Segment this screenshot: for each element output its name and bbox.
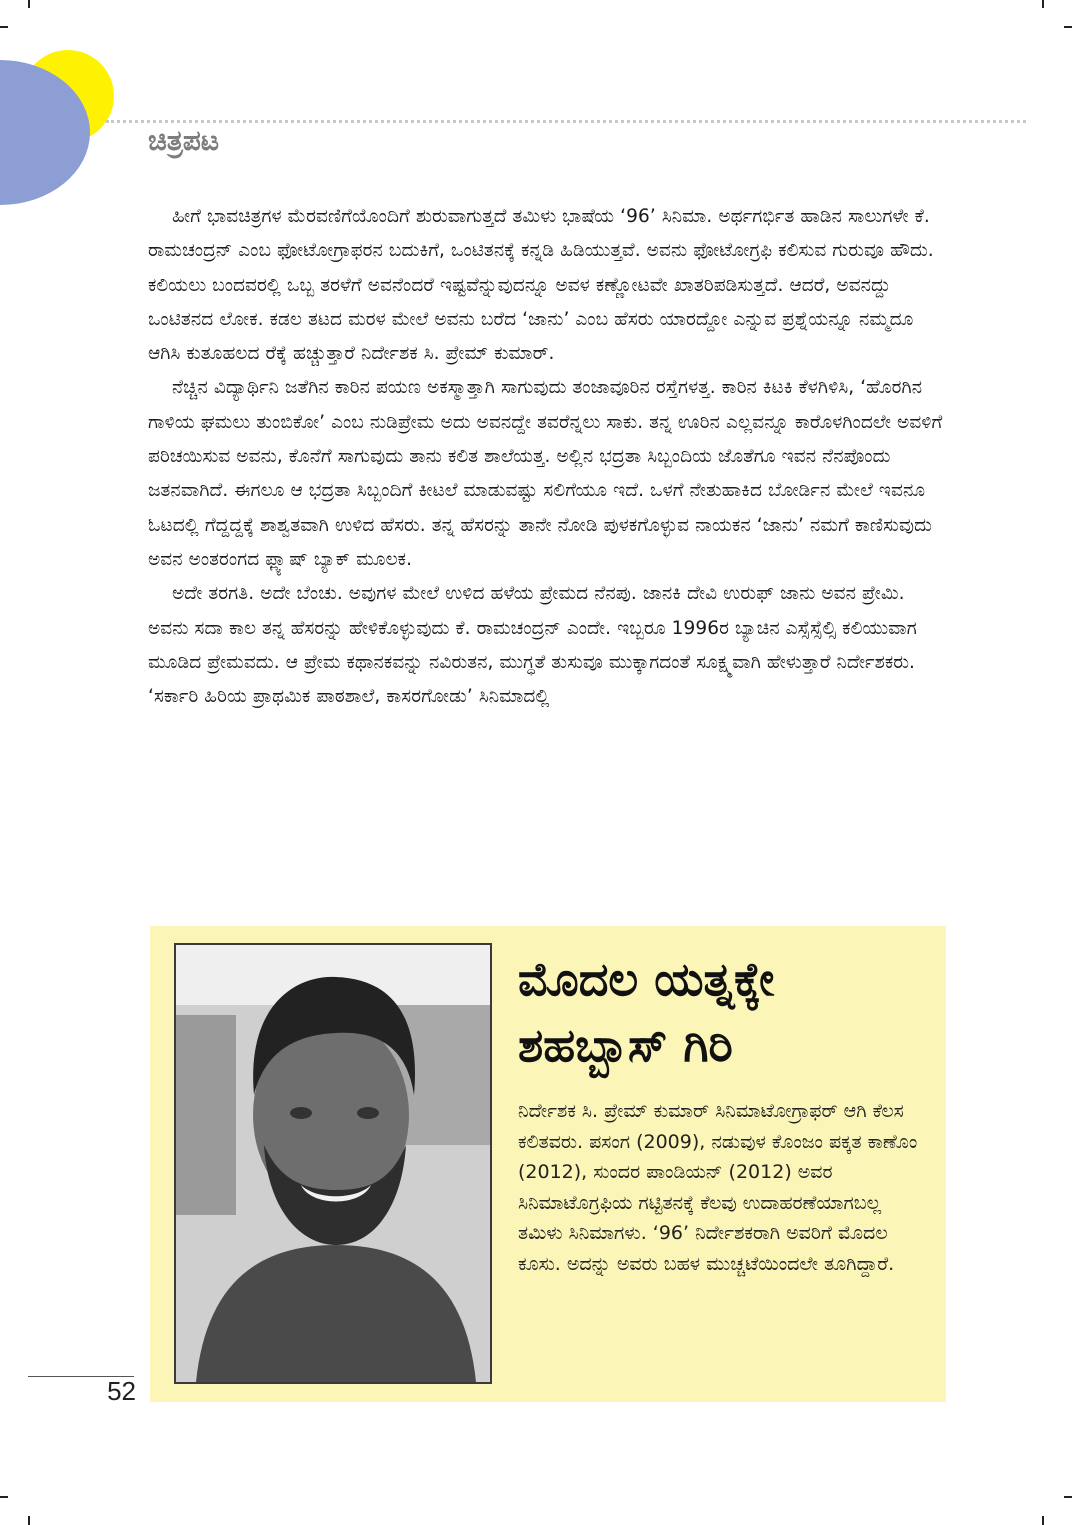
page-number: 52 <box>107 1376 136 1406</box>
box-title <box>518 946 774 1078</box>
crop-mark <box>1042 0 1044 8</box>
box-title-line: ಶಹಬ್ಬಾಸ್ ಗಿರಿ <box>518 1018 733 1072</box>
crop-mark <box>0 1496 8 1498</box>
article-paragraph: ನೆಚ್ಚಿನ ವಿದ್ಯಾರ್ಥಿನಿ ಜತೆಗಿನ ಕಾರಿನ ಪಯಣ ಅಕಸ್ಮಾತ್ತಾಗಿ ಸಾಗುವುದು ತಂಜಾವೂರಿನ ರಸ್ತೆಗಳತ್ತ. ಕಾರಿನ ಕಿಟಕಿ ಕೆಳಗಿಳಿಸಿ, ‘ಹೊರಗಿನ ಗಾಳಿಯ ಘಮಲು ತುಂಬಿಕೋ’ ಎಂಬ ನುಡಿಪ್ರೇಮ ಅದು ಅವನದ್ದೇ ತವರೆನ್ನಲು ಸಾಕು. ತನ್ನ ಊರಿನ ಎಲ್ಲವನ್ನೂ ಕಾರೊಳಗಿಂದಲೇ ಅವಳಿಗೆ ಪರಿಚಯಿಸುವ ಅವನು, ಕೊನೆಗೆ ಸಾಗುವುದು ತಾನು ಕಲಿತ ಶಾಲೆಯತ್ತ. ಅಲ್ಲಿನ ಭದ್ರತಾ ಸಿಬ್ಬಂದಿಯ ಜೊತೆಗೂ ಇವನ ನೆನಪೊಂದು ಜತನವಾಗಿದೆ. ಈಗಲೂ ಆ ಭದ್ರತಾ ಸಿಬ್ಬಂದಿಗೆ ಕೀಟಲೆ ಮಾಡುವಷ್ಟು ಸಲಿಗೆಯೂ ಇದೆ. ಒಳಗೆ ನೇತುಹಾಕಿದ ಬೋರ್ಡಿನ ಮೇಲೆ ಇವನೂ ಓಟದಲ್ಲಿ ಗೆದ್ದದ್ದಕ್ಕೆ ಶಾಶ್ವತವಾಗಿ ಉಳಿದ ಹೆಸರು. ತನ್ನ ಹೆಸರನ್ನು ತಾನೇ ನೋಡಿ ಪುಳಕಗೊಳ್ಳುವ ನಾಯಕನ ‘ಜಾನು’ ನಮಗೆ ಕಾಣಿಸುವುದು ಅವನ ಅಂತರಂಗದ ಫ್ಲ್ಯಾಷ್ ಬ್ಯಾಕ್ ಮೂಲಕ. <box>148 377 943 570</box>
crop-mark <box>0 26 8 28</box>
box-body-text: ನಿರ್ದೇಶಕ ಸಿ. ಪ್ರೇಮ್ ಕುಮಾರ್ ಸಿನಿಮಾಟೋಗ್ರಾಫರ್ ಆಗಿ ಕೆಲಸ ಕಲಿತವರು. ಪಸಂಗ (2009), ನಡುವುಳ ಕೊಂಜಂ ಪಕ್ಕತ ಕಾಣೊಂ (2012), ಸುಂದರ ಪಾಂಡಿಯನ್ (2012) ಅವರ ಸಿನಿಮಾಟೊಗ್ರಫಿಯ ಗಟ್ಟಿತನಕ್ಕೆ ಕೆಲವು ಉದಾಹರಣೆಯಾಗಬಲ್ಲ ತಮಿಳು ಸಿನಿಮಾಗಳು. ‘96’ ನಿರ್ದೇಶಕರಾಗಿ ಅವರಿಗೆ ಮೊದಲ ಕೂಸು. ಅದನ್ನು ಅವರು ಬಹಳ ಮುಚ್ಚಟೆಯಿಂದಲೇ ತೂಗಿದ್ದಾರೆ. <box>518 1100 918 1275</box>
crop-mark <box>1064 26 1072 28</box>
dotted-divider <box>106 120 1026 123</box>
article-body <box>148 200 948 714</box>
crop-mark <box>28 0 30 8</box>
crop-mark <box>1042 1516 1044 1525</box>
director-photo <box>174 943 492 1384</box>
crop-mark <box>1064 1496 1072 1498</box>
article-paragraph: ಹೀಗೆ ಭಾವಚಿತ್ರಗಳ ಮೆರವಣಿಗೆಯೊಂದಿಗೆ ಶುರುವಾಗುತ್ತದೆ ತಮಿಳು ಭಾಷೆಯ ‘96’ ಸಿನಿಮಾ. ಅರ್ಥಗರ್ಭಿತ ಹಾಡಿನ ಸಾಲುಗಳೇ ಕೆ. ರಾಮಚಂದ್ರನ್ ಎಂಬ ಫೋಟೋಗ್ರಾಫರನ ಬದುಕಿಗೆ, ಒಂಟಿತನಕ್ಕೆ ಕನ್ನಡಿ ಹಿಡಿಯುತ್ತವೆ. ಅವನು ಫೋಟೋಗ್ರಫಿ ಕಲಿಸುವ ಗುರುವೂ ಹೌದು. ಕಲಿಯಲು ಬಂದವರಲ್ಲಿ ಒಬ್ಬ ತರಳೆಗೆ ಅವನೆಂದರೆ ಇಷ್ಟವೆನ್ನುವುದನ್ನೂ ಅವಳ ಕಣ್ಣೋಟವೇ ಖಾತರಿಪಡಿಸುತ್ತದೆ. ಆದರೆ, ಅವನದ್ದು ಒಂಟಿತನದ ಲೋಕ. ಕಡಲ ತಟದ ಮರಳ ಮೇಲೆ ಅವನು ಬರೆದ ‘ಜಾನು’ ಎಂಬ ಹೆಸರು ಯಾರದ್ದೋ ಎನ್ನುವ ಪ್ರಶ್ನೆಯನ್ನೂ ನಮ್ಮದೂ ಆಗಿಸಿ ಕುತೂಹಲದ ರೆಕ್ಕೆ ಹಚ್ಚುತ್ತಾರೆ ನಿರ್ದೇಶಕ ಸಿ. ಪ್ರೇಮ್ ಕುಮಾರ್. <box>148 206 934 365</box>
crop-mark <box>28 1516 30 1525</box>
box-title-line: ಮೊದಲ ಯತ್ನಕ್ಕೇ <box>518 952 775 1006</box>
article-paragraph: ಅದೇ ತರಗತಿ. ಅದೇ ಬೆಂಚು. ಅವುಗಳ ಮೇಲೆ ಉಳಿದ ಹಳೆಯ ಪ್ರೇಮದ ನೆನಪು. ಜಾನಕಿ ದೇವಿ ಉರುಫ್ ಜಾನು ಅವನ ಪ್ರೇಮಿ. ಅವನು ಸದಾ ಕಾಲ ತನ್ನ ಹೆಸರನ್ನು ಹೇಳಿಕೊಳ್ಳುವುದು ಕೆ. ರಾಮಚಂದ್ರನ್ ಎಂದೇ. ಇಬ್ಬರೂ 1996ರ ಬ್ಯಾಚಿನ ಎಸ್ಸೆಸ್ಸೆಲ್ಸಿ ಕಲಿಯುವಾಗ ಮೂಡಿದ ಪ್ರೇಮವದು. ಆ ಪ್ರೇಮ ಕಥಾನಕವನ್ನು ನವಿರುತನ, ಮುಗ್ಧತೆ ತುಸುವೂ ಮುಕ್ಕಾಗದಂತೆ ಸೂಕ್ಷ್ಮವಾಗಿ ಹೇಳುತ್ತಾರೆ ನಿರ್ದೇಶಕರು. ‘ಸರ್ಕಾರಿ ಹಿರಿಯ ಪ್ರಾಥಮಿಕ ಪಾಠಶಾಲೆ, ಕಾಸರಗೋಡು’ ಸಿನಿಮಾದಲ್ಲಿ <box>148 583 917 708</box>
section-title: ಚಿತ್ರಪಟ <box>148 124 220 157</box>
portrait-icon <box>176 945 490 1382</box>
